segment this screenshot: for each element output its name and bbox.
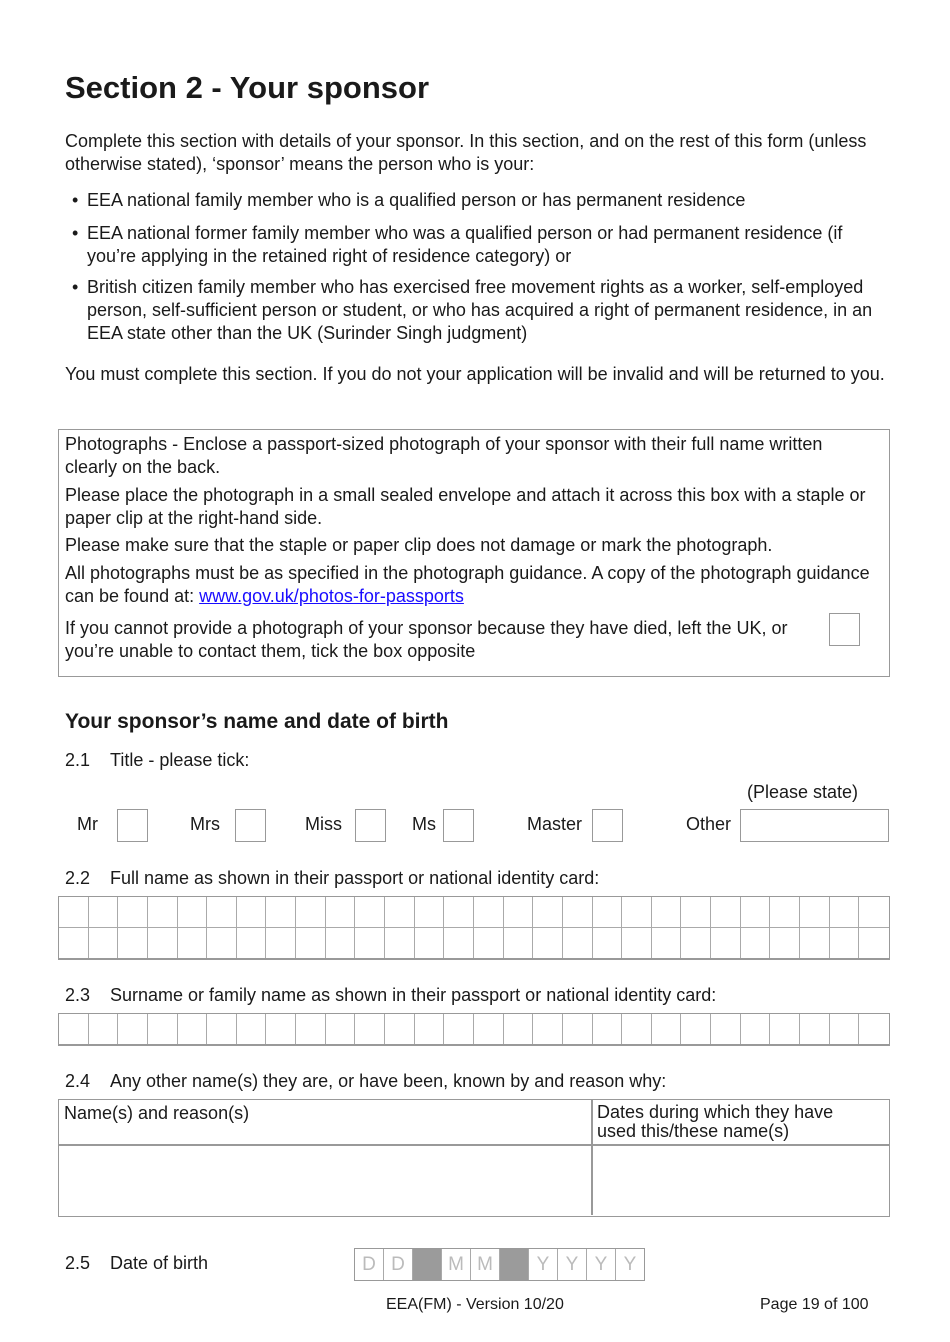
- character-cell[interactable]: [326, 1014, 356, 1044]
- q25-label: Date of birth: [110, 1253, 209, 1273]
- q21-label: Title - please tick:: [110, 750, 250, 770]
- photo-guidance-text: All photographs must be as specified in the photograph guidance. A copy of the photograph guidance can be found at:: [65, 563, 870, 606]
- character-cell[interactable]: [593, 928, 623, 958]
- title-checkbox-mrs[interactable]: [235, 809, 266, 842]
- character-cell[interactable]: [207, 897, 237, 928]
- character-cell[interactable]: [830, 928, 860, 958]
- character-cell[interactable]: [504, 897, 534, 928]
- character-cell[interactable]: [385, 928, 415, 958]
- character-cell[interactable]: [859, 928, 889, 958]
- title-checkbox-master[interactable]: [592, 809, 623, 842]
- character-cell[interactable]: [830, 1014, 860, 1044]
- character-cell[interactable]: [504, 928, 534, 958]
- q24-number: 2.4: [65, 1071, 91, 1091]
- character-cell[interactable]: [326, 928, 356, 958]
- title-label-mrs: Mrs: [190, 814, 220, 834]
- title-checkbox-miss[interactable]: [355, 809, 386, 842]
- character-cell[interactable]: [711, 897, 741, 928]
- bullet-3: • British citizen family member who has exercised free movement rights as a worker, self-employed person, self-sufficient person or student, or who has acquired a right of permanent residence, in an EEA state other than the UK (Surinder Singh judgment): [72, 276, 887, 345]
- character-cell[interactable]: [859, 897, 889, 928]
- character-cell[interactable]: [622, 897, 652, 928]
- must-complete-text: You must complete this section. If you do not your application will be invalid and will be returned to you.: [65, 364, 885, 384]
- character-cell[interactable]: [148, 897, 178, 928]
- character-cell[interactable]: [355, 928, 385, 958]
- dob-month-2[interactable]: M: [471, 1249, 500, 1280]
- character-cell[interactable]: [859, 1014, 889, 1044]
- character-cell[interactable]: [296, 897, 326, 928]
- character-cell[interactable]: [89, 928, 119, 958]
- dob-day-2[interactable]: D: [384, 1249, 413, 1280]
- character-cell[interactable]: [681, 1014, 711, 1044]
- character-cell[interactable]: [770, 897, 800, 928]
- q23-number: 2.3: [65, 985, 91, 1005]
- character-cell[interactable]: [355, 1014, 385, 1044]
- surname-input-grid[interactable]: [58, 1013, 890, 1046]
- character-cell[interactable]: [474, 897, 504, 928]
- col-header-names: Name(s) and reason(s): [64, 1103, 250, 1123]
- character-cell[interactable]: [178, 928, 208, 958]
- character-cell[interactable]: [474, 928, 504, 958]
- q21-number: 2.1: [65, 750, 91, 770]
- bullet-1: • EEA national family member who is a qualified person or has permanent residence: [72, 189, 887, 212]
- col-header-dates: Dates during which they have used this/these name(s): [597, 1102, 834, 1141]
- character-cell[interactable]: [622, 928, 652, 958]
- title-other-input[interactable]: [740, 809, 889, 842]
- character-cell[interactable]: [237, 928, 267, 958]
- dob-separator: [413, 1249, 442, 1280]
- q25-number: 2.5: [65, 1253, 91, 1273]
- photo-text-3: Please make sure that the staple or paper clip does not damage or mark the photograph.: [65, 535, 773, 555]
- character-cell[interactable]: [415, 897, 445, 928]
- character-cell[interactable]: [681, 928, 711, 958]
- character-cell[interactable]: [385, 1014, 415, 1044]
- dob-separator: [500, 1249, 529, 1280]
- q23-label: Surname or family name as shown in their passport or national identity card:: [110, 985, 717, 1005]
- character-cell[interactable]: [118, 928, 148, 958]
- dob-year-3[interactable]: Y: [587, 1249, 616, 1280]
- q24-label: Any other name(s) they are, or have been, known by and reason why:: [110, 1071, 667, 1091]
- no-photo-checkbox[interactable]: [829, 613, 860, 646]
- full-name-input-grid[interactable]: [58, 896, 890, 960]
- character-cell[interactable]: [118, 1014, 148, 1044]
- photo-text-4: [65, 562, 875, 608]
- character-cell[interactable]: [652, 897, 682, 928]
- page-title: Section 2 - Your sponsor: [65, 70, 430, 105]
- character-cell[interactable]: [800, 1014, 830, 1044]
- please-state-label: (Please state): [747, 782, 859, 802]
- character-cell[interactable]: [830, 897, 860, 928]
- character-cell[interactable]: [711, 1014, 741, 1044]
- character-cell[interactable]: [59, 928, 89, 958]
- character-cell[interactable]: [533, 897, 563, 928]
- title-label-other: Other: [686, 814, 732, 834]
- character-cell[interactable]: [652, 928, 682, 958]
- photo-text-1: Photographs - Enclose a passport-sized photograph of your sponsor with their full name written clearly on the back.: [65, 434, 823, 477]
- character-cell[interactable]: [415, 928, 445, 958]
- bullet-2: • EEA national former family member who was a qualified person or had permanent residence (if you’re applying in the retained right of residence category) or: [72, 222, 887, 268]
- character-cell[interactable]: [563, 928, 593, 958]
- character-cell[interactable]: [59, 1014, 89, 1044]
- intro-text: Complete this section with details of your sponsor. In this section, and on the rest of this form (unless otherwise stated), ‘sponsor’ means the person who is your:: [65, 131, 867, 174]
- character-cell[interactable]: [741, 928, 771, 958]
- photo-text-2: Please place the photograph in a small sealed envelope and attach it across this box with a staple or paper clip at the right-hand side.: [65, 485, 866, 528]
- character-cell[interactable]: [711, 928, 741, 958]
- title-label-ms: Ms: [412, 814, 436, 834]
- character-cell[interactable]: [593, 897, 623, 928]
- character-cell[interactable]: [326, 897, 356, 928]
- character-cell[interactable]: [444, 928, 474, 958]
- character-cell[interactable]: [533, 928, 563, 958]
- character-cell[interactable]: [681, 897, 711, 928]
- character-cell[interactable]: [800, 897, 830, 928]
- section-subheading: Your sponsor’s name and date of birth: [65, 710, 449, 733]
- character-cell[interactable]: [118, 897, 148, 928]
- character-cell[interactable]: [148, 1014, 178, 1044]
- character-cell[interactable]: [89, 1014, 119, 1044]
- character-cell[interactable]: [266, 1014, 296, 1044]
- character-cell[interactable]: [622, 1014, 652, 1044]
- character-cell[interactable]: [504, 1014, 534, 1044]
- title-label-miss: Miss: [305, 814, 342, 834]
- character-cell[interactable]: [770, 1014, 800, 1044]
- character-cell[interactable]: [770, 928, 800, 958]
- character-cell[interactable]: [741, 897, 771, 928]
- dob-month-1[interactable]: M: [442, 1249, 471, 1280]
- character-cell[interactable]: [444, 897, 474, 928]
- other-names-dates-input[interactable]: [593, 1146, 887, 1215]
- q22-label: Full name as shown in their passport or national identity card:: [110, 868, 600, 888]
- photograph-box: [58, 429, 890, 677]
- character-cell[interactable]: [355, 897, 385, 928]
- character-cell[interactable]: [563, 897, 593, 928]
- dob-year-1[interactable]: Y: [529, 1249, 558, 1280]
- footer-version: EEA(FM) - Version 10/20: [386, 1296, 564, 1313]
- character-cell[interactable]: [266, 928, 296, 958]
- photo-text-5: If you cannot provide a photograph of your sponsor because they have died, left the UK, or you’re unable to contact them, tick the box opposite: [65, 618, 788, 661]
- character-cell[interactable]: [415, 1014, 445, 1044]
- footer-page-number: Page 19 of 100: [760, 1296, 869, 1313]
- title-checkbox-ms[interactable]: [443, 809, 474, 842]
- dob-day-1[interactable]: D: [355, 1249, 384, 1280]
- title-label-master: Master: [527, 814, 583, 834]
- character-cell[interactable]: [148, 928, 178, 958]
- other-names-table: [58, 1099, 890, 1217]
- character-cell[interactable]: [207, 1014, 237, 1044]
- character-cell[interactable]: [296, 928, 326, 958]
- title-label-mr: Mr: [77, 814, 98, 834]
- character-cell[interactable]: [563, 1014, 593, 1044]
- dob-year-2[interactable]: Y: [558, 1249, 587, 1280]
- character-cell[interactable]: [178, 897, 208, 928]
- character-cell[interactable]: [178, 1014, 208, 1044]
- character-cell[interactable]: [741, 1014, 771, 1044]
- other-names-input[interactable]: [59, 1146, 591, 1215]
- character-cell[interactable]: [533, 1014, 563, 1044]
- character-cell[interactable]: [474, 1014, 504, 1044]
- character-cell[interactable]: [652, 1014, 682, 1044]
- character-cell[interactable]: [444, 1014, 474, 1044]
- date-of-birth-input[interactable]: [354, 1248, 645, 1281]
- dob-year-4[interactable]: Y: [623, 1254, 637, 1275]
- character-cell[interactable]: [266, 897, 296, 928]
- character-cell[interactable]: [237, 1014, 267, 1044]
- character-cell[interactable]: [89, 897, 119, 928]
- q22-number: 2.2: [65, 868, 91, 888]
- photo-guidance-link[interactable]: www.gov.uk/photos-for-passports: [199, 586, 464, 606]
- character-cell[interactable]: [59, 897, 89, 928]
- character-cell[interactable]: [800, 928, 830, 958]
- title-checkbox-mr[interactable]: [117, 809, 148, 842]
- character-cell[interactable]: [593, 1014, 623, 1044]
- character-cell[interactable]: [207, 928, 237, 958]
- character-cell[interactable]: [385, 897, 415, 928]
- character-cell[interactable]: [296, 1014, 326, 1044]
- character-cell[interactable]: [237, 897, 267, 928]
